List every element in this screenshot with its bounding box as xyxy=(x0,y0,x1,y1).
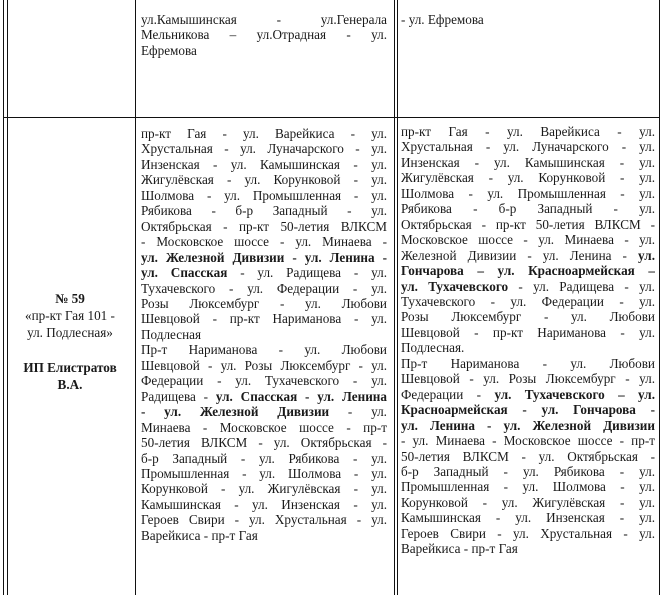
text-segment: Хрустальная - ул. Луначарского - ул. xyxy=(141,141,387,157)
text-segment: Шевцовой - ул. Розы Люксембург - ул. xyxy=(141,357,387,373)
route-path-line xyxy=(401,294,655,309)
route-carrier-line: ИП Елистратов xyxy=(23,360,117,375)
bold-segment: ул. Спасская - ул. Ленина xyxy=(215,388,387,404)
route-path-line xyxy=(141,141,387,156)
text-segment: Октябрьская - пр-кт 50-летия ВЛКСМ xyxy=(141,218,387,234)
bold-segment: ул. Тухачевского – ул. xyxy=(494,386,655,402)
text-segment: Минаева - Московское шоссе - пр-т xyxy=(141,419,387,435)
route-path-line xyxy=(401,217,655,232)
route-path-line xyxy=(141,172,387,187)
route-path-line xyxy=(401,340,655,355)
text-segment: - ул. xyxy=(329,404,387,420)
route-path-forward xyxy=(141,126,387,543)
route-path-line xyxy=(141,358,387,373)
route-path-line xyxy=(141,296,387,311)
text-segment: Подлесная xyxy=(141,326,202,342)
route-path-line xyxy=(141,512,387,527)
route-path-line xyxy=(401,371,655,386)
route-path-line xyxy=(401,387,655,402)
route-path-line xyxy=(141,126,387,141)
top-col2-line: Мельникова – ул.Отрадная - ул. xyxy=(141,27,387,43)
text-segment: Федерации - xyxy=(401,386,495,402)
bold-segment: ул. Тухачевского xyxy=(401,278,509,294)
text-segment: Рябикова - б-р Западный - ул. xyxy=(141,203,387,219)
route-name-line: «пр-кт Гая 101 - xyxy=(25,308,115,323)
bold-segment: Гончарова – ул. Красноармейская – xyxy=(401,263,655,279)
route-path-line xyxy=(141,188,387,203)
route-path-line xyxy=(401,124,655,139)
route-name-line: ул. Подлесная» xyxy=(27,325,113,340)
route-path-line xyxy=(141,420,387,435)
route-path-line xyxy=(141,404,387,419)
route-path-line xyxy=(141,342,387,357)
route-path-line xyxy=(401,433,655,448)
col-divider-2b xyxy=(397,0,398,595)
route-path-modified xyxy=(401,124,655,557)
route-path-line xyxy=(401,139,655,154)
text-segment: Варейкиса - пр-т Гая xyxy=(401,541,518,557)
text-segment: Героев Свири - ул. Хрустальная - ул. xyxy=(141,512,387,528)
bold-segment: ул. Спасская xyxy=(141,265,228,281)
text-segment: Розы Люксембург - ул. Любови xyxy=(141,295,387,311)
text-segment: Инзенская - ул. Камышинская - ул. xyxy=(401,154,655,170)
route-path-line xyxy=(401,170,655,185)
top-row-col2 xyxy=(141,12,387,58)
bold-segment: ул. xyxy=(638,247,655,263)
text-segment: Шолмова - ул. Промышленная - ул. xyxy=(141,187,387,203)
text-segment: Промышленная - ул. Шолмова - ул. xyxy=(141,465,387,481)
text-segment: пр-кт Гая - ул. Варейкиса - ул. xyxy=(141,126,387,141)
text-segment: Корунковой - ул. Жигулёвская - ул. xyxy=(401,494,655,510)
route-path-line xyxy=(401,526,655,541)
col-divider-1 xyxy=(135,0,136,595)
route-path-line xyxy=(401,325,655,340)
route-cell xyxy=(8,290,132,393)
text-segment: Хрустальная - ул. Луначарского - ул. xyxy=(401,139,655,155)
text-segment: б-р Западный - ул. Рябикова - ул. xyxy=(141,450,387,466)
text-segment: Пр-т Нариманова - ул. Любови xyxy=(141,342,387,358)
route-path-line xyxy=(141,203,387,218)
text-segment: Федерации - ул. Тухачевского - ул. xyxy=(141,373,387,389)
route-number: № 59 xyxy=(55,291,85,306)
route-path-line xyxy=(401,186,655,201)
route-path-line xyxy=(401,263,655,278)
text-segment: Радищева - xyxy=(141,388,216,404)
top-col3-line: - ул. Ефремова xyxy=(401,12,484,27)
text-segment: - ул. Минаева - Московское шоссе - пр-т xyxy=(401,433,655,449)
route-path-line xyxy=(401,541,655,556)
text-segment: пр-кт Гая - ул. Варейкиса - ул. xyxy=(401,124,655,139)
text-segment: б-р Западный - ул. Рябикова - ул. xyxy=(401,463,655,479)
route-path-line xyxy=(141,250,387,265)
route-path-line xyxy=(401,402,655,417)
text-segment: Пр-т Нариманова - ул. Любови xyxy=(401,355,655,371)
route-path-line xyxy=(401,279,655,294)
text-segment: Тухачевского - ул. Федерации - ул. xyxy=(401,293,655,309)
text-segment: Варейкиса - пр-т Гая xyxy=(141,527,258,543)
route-path-line xyxy=(401,232,655,247)
route-path-line xyxy=(401,248,655,263)
route-path-line xyxy=(141,219,387,234)
text-segment: - ул. Радищева - ул. xyxy=(508,278,655,294)
text-segment: Шевцовой - пр-кт Нариманова - ул. xyxy=(401,324,655,340)
route-path-line xyxy=(401,309,655,324)
route-path-line xyxy=(141,435,387,450)
left-border-outer xyxy=(3,0,4,595)
text-segment: - Московское шоссе - ул. Минаева - xyxy=(141,234,387,250)
route-path-line xyxy=(141,373,387,388)
text-segment: Инзенская - ул. Камышинская - ул. xyxy=(141,156,387,172)
top-col2-line: ул.Камышинская - ул.Генерала xyxy=(141,12,387,27)
route-path-line xyxy=(141,327,387,342)
text-segment: Шевцовой - ул. Розы Люксембург - ул. xyxy=(401,371,655,387)
text-segment: Промышленная - ул. Шолмова - ул. xyxy=(401,479,655,495)
top-col2-line: Ефремова xyxy=(141,42,197,58)
row-divider xyxy=(4,117,660,118)
text-segment: Октябрьская - пр-кт 50-летия ВЛКСМ - xyxy=(401,216,655,232)
bold-segment: ул. Железной Дивизии - ул. Ленина - xyxy=(141,249,387,265)
text-segment: Героев Свири - ул. Хрустальная - ул. xyxy=(401,525,655,541)
text-segment: 50-летия ВЛКСМ - ул. Октябрьская - xyxy=(401,448,655,464)
route-path-line xyxy=(141,265,387,280)
bold-segment: - ул. Железной Дивизии xyxy=(141,404,330,420)
route-path-line xyxy=(401,201,655,216)
top-row-col3 xyxy=(401,12,655,27)
route-carrier-line: В.А. xyxy=(57,377,83,392)
text-segment: Подлесная. xyxy=(401,340,465,356)
text-segment: Рябикова - б-р Западный - ул. xyxy=(401,201,655,217)
route-path-line xyxy=(401,418,655,433)
route-path-line xyxy=(141,497,387,512)
route-path-line xyxy=(141,234,387,249)
route-path-line xyxy=(141,157,387,172)
route-path-line xyxy=(401,479,655,494)
route-path-line xyxy=(401,155,655,170)
text-segment: Железной Дивизии - ул. Ленина - xyxy=(401,247,639,263)
bold-segment: ул. Ленина - ул. Железной Дивизии xyxy=(401,417,655,433)
route-path-line xyxy=(141,389,387,404)
route-path-line xyxy=(141,528,387,543)
route-path-line xyxy=(401,510,655,525)
text-segment: Шолмова - ул. Промышленная - ул. xyxy=(401,185,655,201)
text-segment: Шевцовой - пр-кт Нариманова - ул. xyxy=(141,311,387,327)
text-segment: Камышинская - ул. Инзенская - ул. xyxy=(141,496,387,512)
route-path-line xyxy=(401,356,655,371)
route-path-line xyxy=(401,495,655,510)
route-path-line xyxy=(141,466,387,481)
col-divider-2a xyxy=(394,0,395,595)
text-segment: Жигулёвская - ул. Корунковой - ул. xyxy=(401,170,655,186)
text-segment: Камышинская - ул. Инзенская - ул. xyxy=(401,510,655,526)
text-segment: - ул. Радищева - ул. xyxy=(227,265,387,281)
text-segment: Жигулёвская - ул. Корунковой - ул. xyxy=(141,172,387,188)
route-path-line xyxy=(141,481,387,496)
route-path-line xyxy=(401,464,655,479)
route-path-line xyxy=(401,449,655,464)
text-segment: Тухачевского - ул. Федерации - ул. xyxy=(141,280,387,296)
right-border xyxy=(659,0,660,595)
route-path-line xyxy=(141,281,387,296)
bold-segment: Красноармейская - ул. Гончарова - xyxy=(401,402,655,418)
text-segment: Корунковой - ул. Жигулёвская - ул. xyxy=(141,481,387,497)
route-path-line xyxy=(141,311,387,326)
text-segment: Розы Люксембург - ул. Любови xyxy=(401,309,655,325)
route-path-line xyxy=(141,451,387,466)
text-segment: Московское шоссе - ул. Минаева - ул. xyxy=(401,232,655,248)
text-segment: 50-летия ВЛКСМ - ул. Октябрьская - xyxy=(141,435,387,451)
